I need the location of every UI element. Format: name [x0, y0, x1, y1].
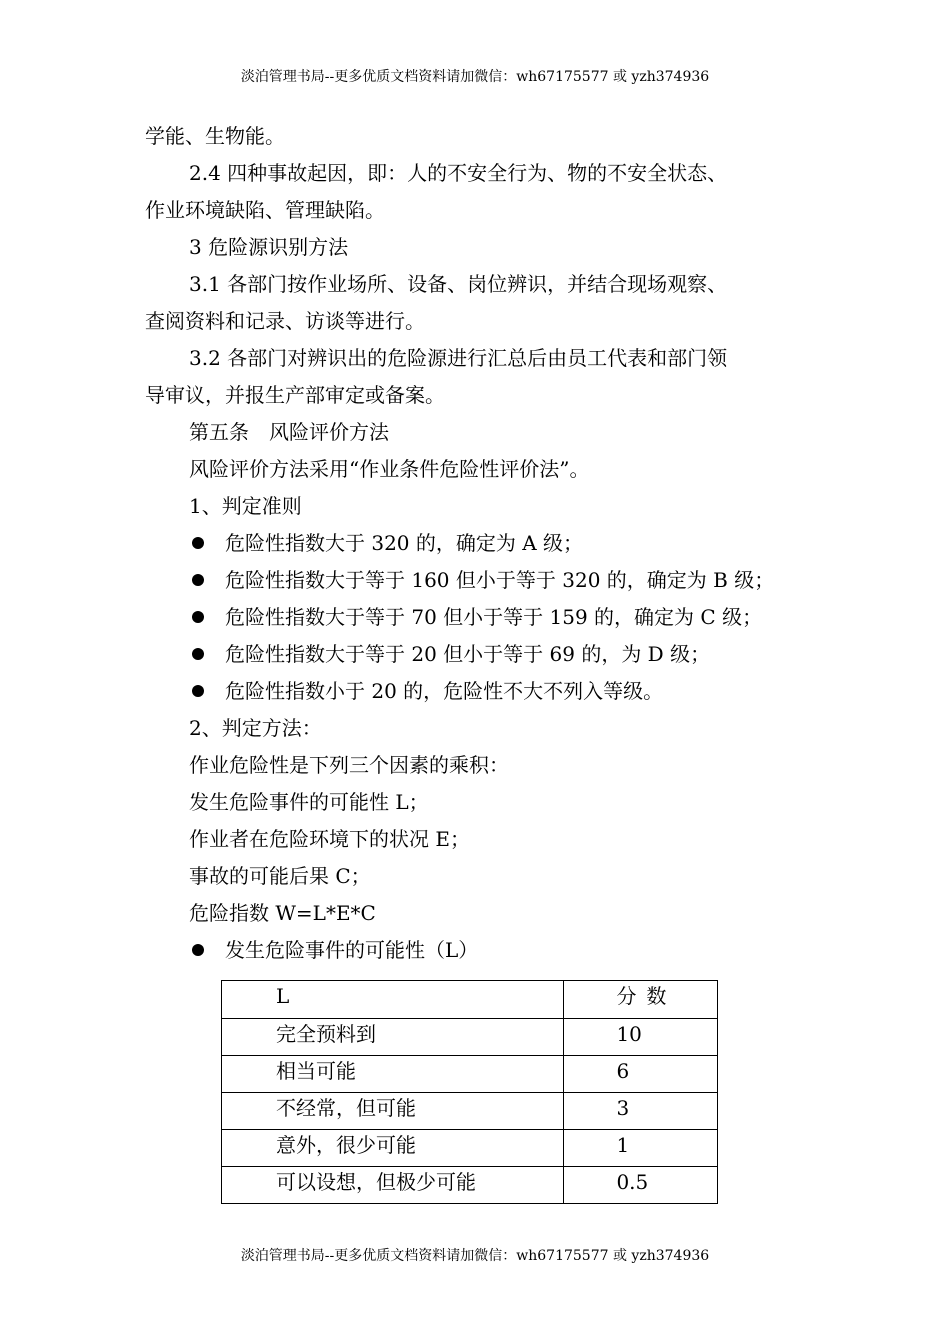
table-row — [222, 1093, 718, 1130]
article-heading: 第五条 风险评价方法 — [189, 420, 389, 444]
bullet-icon — [192, 611, 204, 623]
table-cell: 相当可能 — [222, 1056, 564, 1093]
criteria-item — [145, 525, 805, 562]
paragraph: 学能、生物能。 — [145, 124, 285, 148]
table-cell: 10 — [564, 1019, 718, 1056]
paragraph: 导审议，并报生产部审定或备案。 — [145, 383, 445, 407]
paragraph: 3.2 各部门对辨识出的危险源进行汇总后由员工代表和部门领 — [189, 346, 728, 370]
criteria-item — [145, 636, 805, 673]
table-caption-text: 发生危险事件的可能性（L） — [225, 938, 479, 962]
criteria-item — [145, 673, 805, 710]
bullet-icon — [192, 648, 204, 660]
bullet-icon — [192, 537, 204, 549]
bullet-icon — [192, 574, 204, 586]
criteria-text: 危险性指数大于 320 的，确定为 A 级； — [225, 531, 584, 555]
section-heading: 3 危险源识别方法 — [189, 235, 349, 259]
table-caption — [145, 932, 805, 969]
criteria-text: 危险性指数大于等于 20 但小于等于 69 的，为 D 级； — [225, 642, 711, 666]
paragraph: 发生危险事件的可能性 L； — [189, 790, 429, 814]
criteria-text: 危险性指数大于等于 160 但小于等于 320 的，确定为 B 级； — [225, 568, 775, 592]
table-cell: 不经常，但可能 — [222, 1093, 564, 1130]
paragraph: 2.4 四种事故起因，即：人的不安全行为、物的不安全状态、 — [189, 161, 728, 185]
table-row — [222, 1167, 718, 1204]
paragraph: 作业环境缺陷、管理缺陷。 — [145, 198, 385, 222]
paragraph: 3.1 各部门按作业场所、设备、岗位辨识，并结合现场观察、 — [189, 272, 728, 296]
table-header-cell: L — [222, 981, 564, 1019]
criteria-text: 危险性指数小于 20 的，危险性不大不列入等级。 — [225, 679, 664, 703]
formula: 危险指数 W=L*E*C — [189, 901, 376, 925]
table-cell: 6 — [564, 1056, 718, 1093]
bullet-icon — [192, 685, 204, 697]
table-header-row — [222, 981, 718, 1019]
paragraph: 事故的可能后果 C； — [189, 864, 371, 888]
table-row — [222, 1056, 718, 1093]
page-header: 淡泊管理书局--更多优质文档资料请加微信：wh67175577 或 yzh374936 — [240, 69, 710, 85]
table-header-cell: 分数 — [564, 981, 718, 1019]
table-cell: 意外，很少可能 — [222, 1130, 564, 1167]
table-row — [222, 1130, 718, 1167]
bullet-icon — [192, 944, 204, 956]
criteria-item — [145, 562, 805, 599]
criteria-text: 危险性指数大于等于 70 但小于等于 159 的，确定为 C 级； — [225, 605, 763, 629]
subsection-heading: 2、判定方法： — [189, 716, 322, 740]
table-cell: 3 — [564, 1093, 718, 1130]
paragraph: 查阅资料和记录、访谈等进行。 — [145, 309, 425, 333]
paragraph: 作业危险性是下列三个因素的乘积： — [189, 753, 509, 777]
table-cell: 0.5 — [564, 1167, 718, 1204]
table-cell: 可以设想，但极少可能 — [222, 1167, 564, 1204]
page-footer: 淡泊管理书局--更多优质文档资料请加微信：wh67175577 或 yzh374936 — [240, 1248, 710, 1264]
likelihood-table — [221, 980, 718, 1204]
paragraph: 作业者在危险环境下的状况 E； — [189, 827, 470, 851]
document-body — [145, 118, 805, 969]
table-row — [222, 1019, 718, 1056]
criteria-item — [145, 599, 805, 636]
table-cell: 完全预料到 — [222, 1019, 564, 1056]
table-cell: 1 — [564, 1130, 718, 1167]
subsection-heading: 1、判定准则 — [189, 494, 302, 518]
paragraph: 风险评价方法采用“作业条件危险性评价法”。 — [189, 457, 590, 481]
